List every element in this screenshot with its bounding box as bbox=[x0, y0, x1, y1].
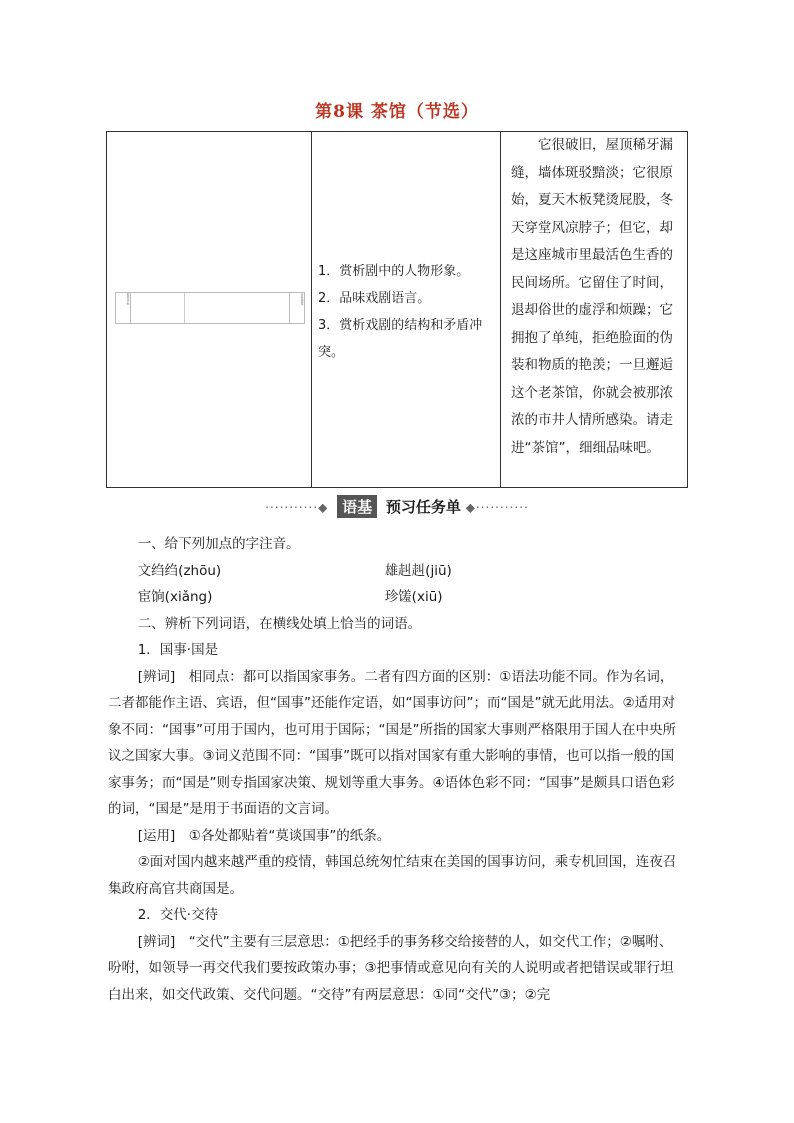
pinyin-item: 珍馐(xiū) bbox=[384, 589, 443, 605]
header-dots-left: ···········◆ bbox=[265, 500, 329, 515]
pinyin-item: 文绉绉(zhōu) bbox=[137, 562, 222, 579]
pinyin-item: 宦饷(xiǎng) bbox=[137, 589, 213, 605]
lesson-title: 第8课 茶馆（节选） bbox=[315, 102, 479, 122]
intro-col-blurb bbox=[501, 132, 687, 487]
intro-col-goals bbox=[312, 132, 501, 487]
word-pair-2-analysis: [辨词] “交代”主要有三层意思：①把经手的事务移交给接替的人，如交代工作；②嘱咐、吩咐，如领导一再交代我们要按政策办事；③把事情或意见向有关的人说明或者把错误或罪行坦白出来，如交代政策、交代问题。“交待”有两层意思：①同“交代”③；②完 bbox=[108, 933, 674, 1003]
word-pair-2: 2．交代·交待 bbox=[137, 907, 219, 923]
section-label: 预习任务单 bbox=[385, 498, 461, 516]
thumbnail-left-label: 素养目标 bbox=[116, 293, 131, 323]
section-tag: 语基 bbox=[337, 495, 377, 518]
section-header bbox=[0, 495, 794, 519]
goal-item: 2．品味戏剧语言。 bbox=[318, 291, 431, 306]
pinyin-item: 雄赳赳(jiū) bbox=[384, 562, 452, 579]
worksheet-body bbox=[108, 531, 682, 1008]
thumbnail-divider bbox=[184, 293, 185, 323]
scenario-text: 它很破旧，屋顶稀牙漏缝，墙体斑驳黯淡；它很原始，夏天木板凳烫屁股，冬天穿堂风凉脖子；但它，却是这座城市里最活色生香的民间场所。它留住了时间，退却俗世的虚浮和烦躁；它拥抱了单纯，拒绝脸面的伪装和物质的艳羡；一旦邂逅这个老茶馆，你就会被那浓浓的市井人情所感染。请走进“茶馆”，细细品味吧。 bbox=[511, 137, 673, 456]
goal-item: 1．赏析剧中的人物形象。 bbox=[318, 264, 470, 279]
word-pair-1-usage-2: ②面对国内越来越严重的疫情，韩国总统匆忙结束在美国的国事访问，乘专机回国，连夜召集政府高官共商国是。 bbox=[108, 854, 677, 897]
word-pair-1-analysis: [辨词] 相同点：都可以指国家事务。二者有四方面的区别：①语法功能不同。作为名词，二者都能作主语、宾语，但“国事”还能作定语，如“国事访问”；而“国是”就无此用法。②适用对象不同：“国事”可用于国内，也可用于国际；“国是”所指的国家大事则严格限用于国人在中央所议之国家大事。③词义范围不同：“国事”既可以指对国家有重大影响的事情，也可以指一般的国家事务；而“国是”则专指国家决策、规划等重大事务。④语体色彩不同：“国事”是颇具口语色彩的词，“国是”是用于书面语的文言词。 bbox=[108, 668, 676, 817]
pinyin-row bbox=[108, 584, 682, 611]
intro-col-image bbox=[107, 132, 312, 487]
thumbnail-right-label: 任务情境 bbox=[289, 293, 304, 323]
question-1: 一、给下列加点的字注音。 bbox=[137, 536, 300, 552]
word-pair-1: 1．国事·国是 bbox=[137, 642, 219, 658]
word-pair-1-usage-1: [运用] ①各处都贴着“莫谈国事”的纸条。 bbox=[137, 827, 391, 844]
goal-list bbox=[318, 258, 494, 366]
intro-table bbox=[106, 131, 688, 488]
goal-item: 3．赏析戏剧的结构和矛盾冲突。 bbox=[318, 318, 483, 360]
thumbnail-diagram bbox=[115, 292, 305, 324]
pinyin-row bbox=[108, 558, 682, 585]
header-dots-right: ◆··········· bbox=[465, 500, 529, 515]
question-2: 二、辨析下列词语，在横线处填上恰当的词语。 bbox=[137, 615, 422, 632]
